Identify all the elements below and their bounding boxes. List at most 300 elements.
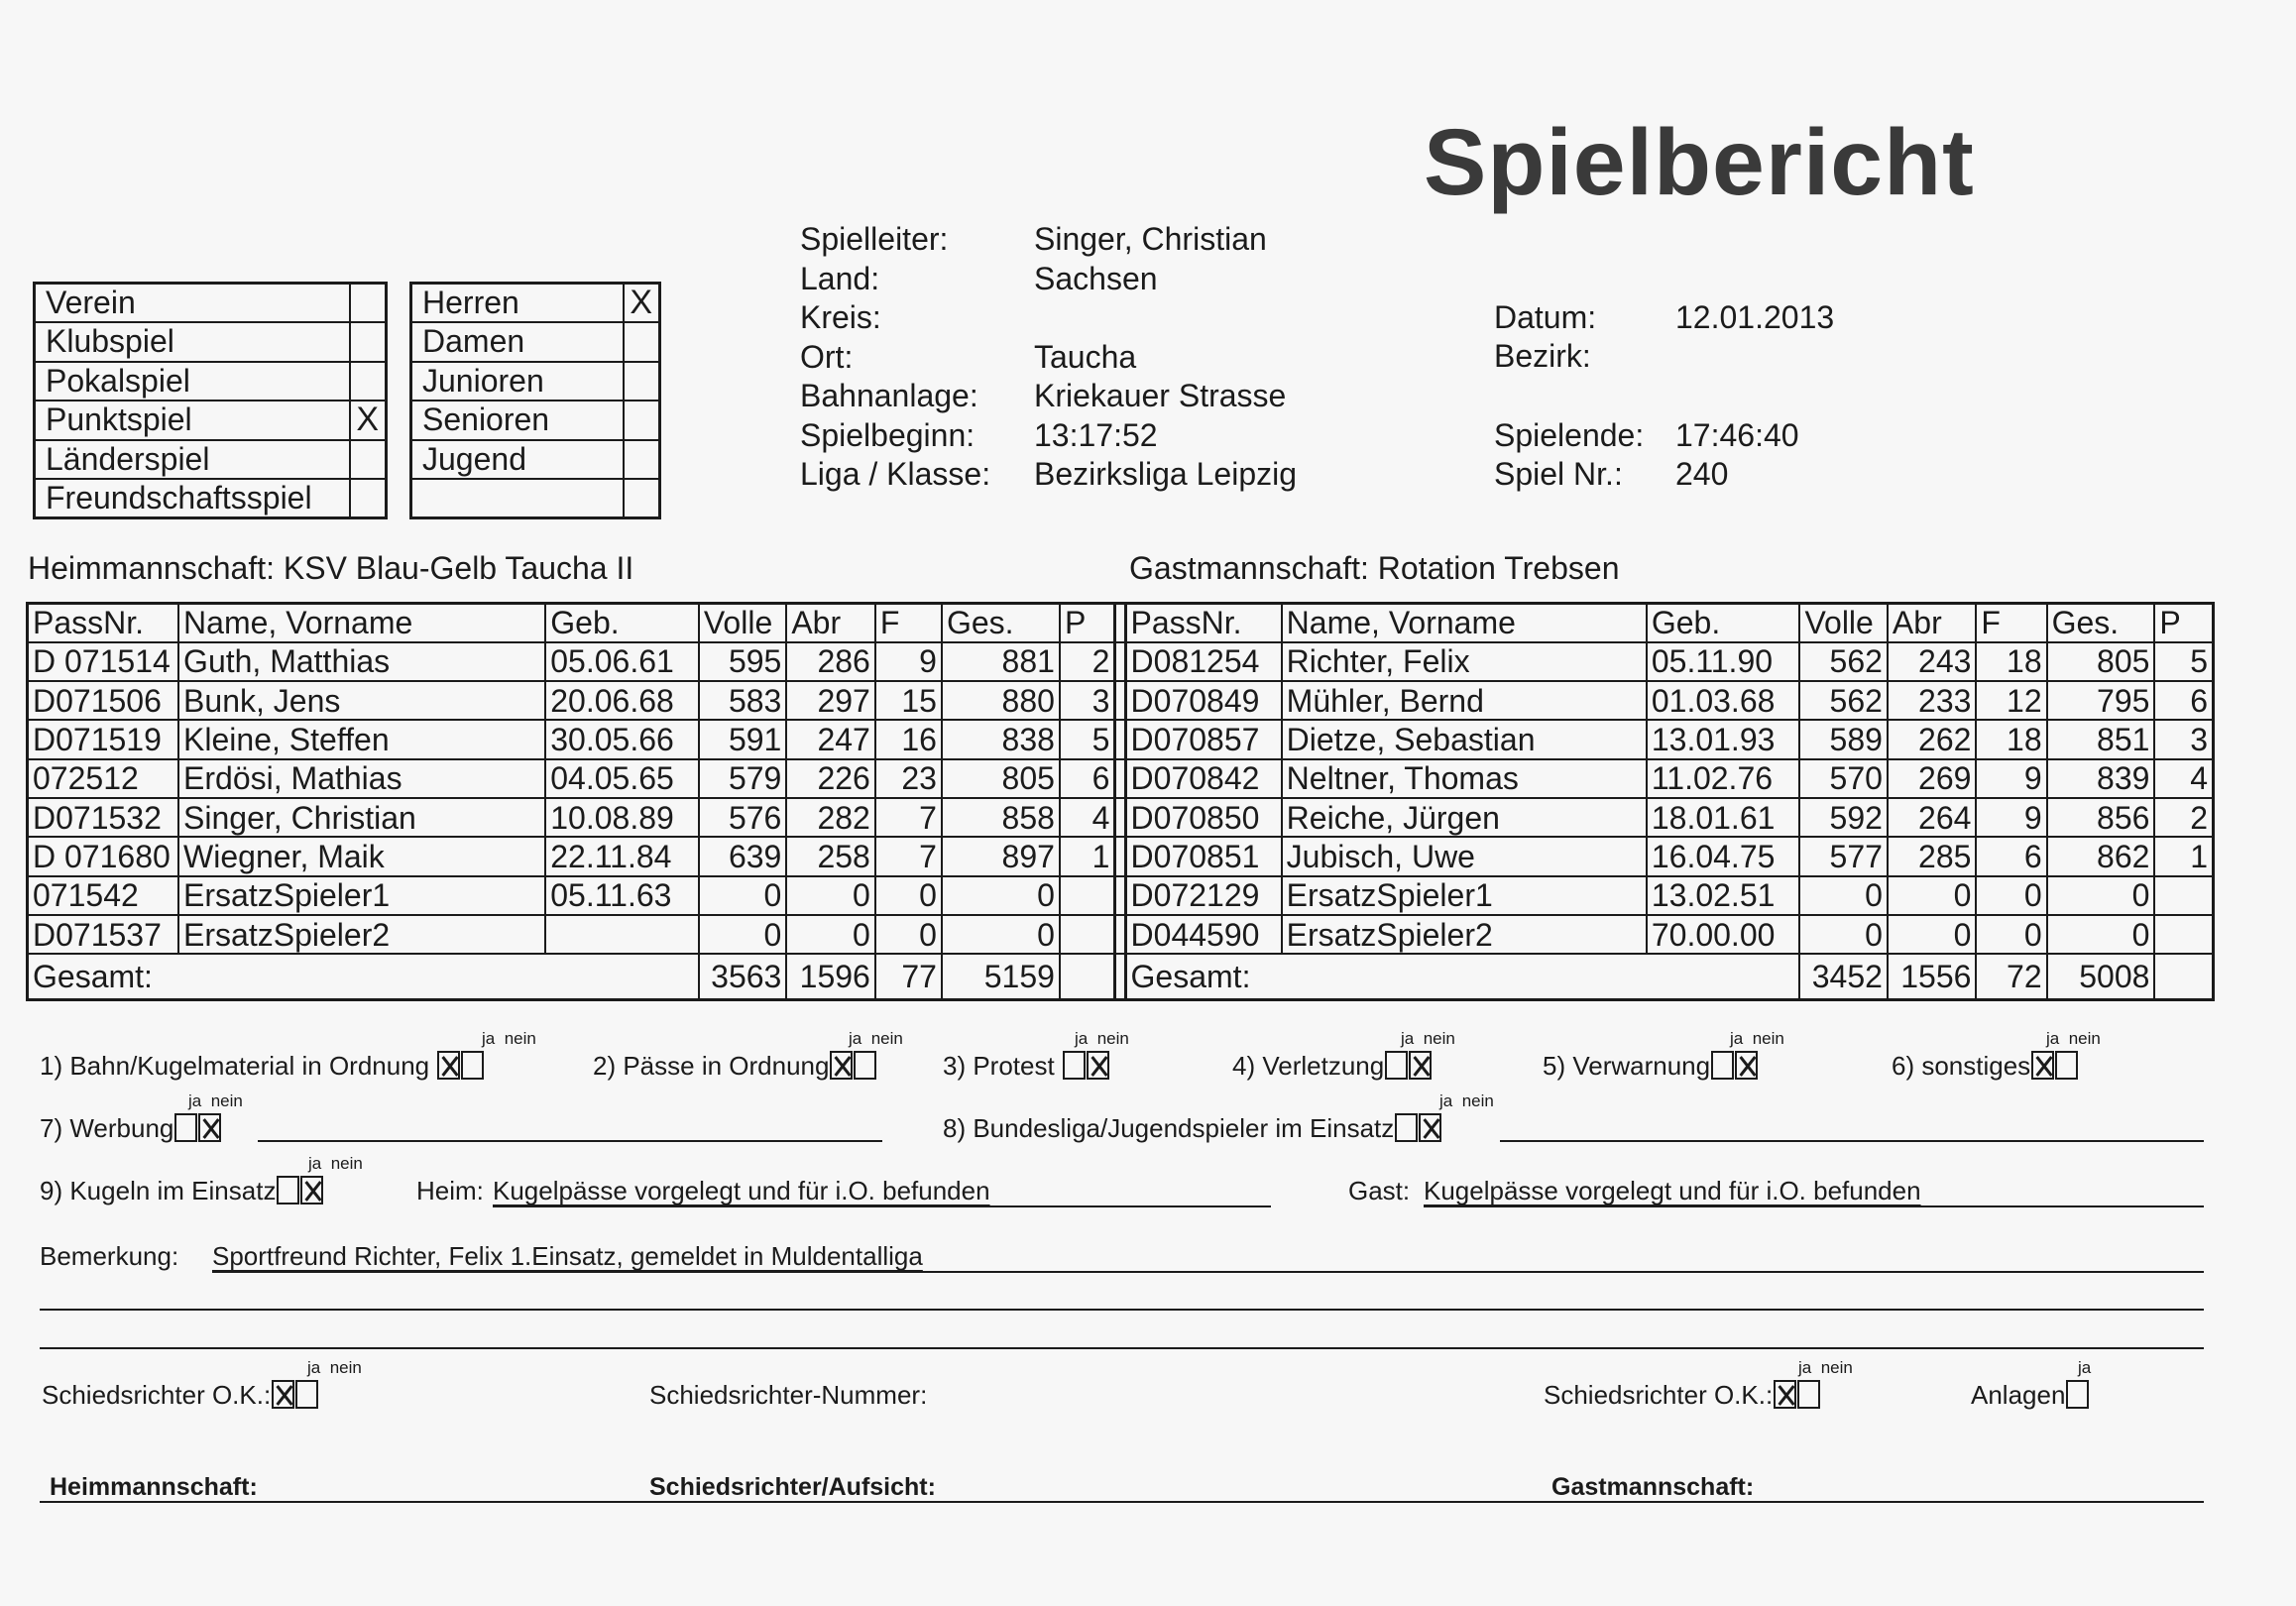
- home-cell-f[interactable]: 7: [875, 837, 942, 875]
- home-cell-p[interactable]: [1060, 915, 1115, 954]
- game-type-mark[interactable]: [350, 322, 387, 362]
- guest-cell-geb[interactable]: 01.03.68: [1647, 681, 1800, 720]
- bemerkung-line-2[interactable]: [40, 1309, 2204, 1311]
- ja-label: ja: [188, 1091, 202, 1110]
- home-cell-p[interactable]: 2: [1060, 642, 1115, 681]
- aufsicht-signature-label: Schiedsrichter/Aufsicht:: [649, 1473, 936, 1501]
- q2-nein-checkbox[interactable]: [854, 1051, 876, 1080]
- q5-ja-checkbox[interactable]: [1711, 1051, 1734, 1080]
- guest-cell-abr[interactable]: 285: [1888, 837, 1977, 875]
- bundesliga-line[interactable]: [1500, 1140, 2204, 1142]
- home-cell-passnr[interactable]: D071506: [28, 681, 179, 720]
- home-cell-geb[interactable]: 22.11.84: [545, 837, 699, 875]
- home-cell-volle[interactable]: 0: [699, 915, 786, 954]
- guest-cell-ges[interactable]: 851: [2047, 720, 2155, 758]
- schiedsrichter-ok-label: Schiedsrichter O.K.:: [1544, 1380, 1774, 1410]
- guest-cell-geb[interactable]: 11.02.76: [1647, 759, 1800, 798]
- home-cell-ges[interactable]: 881: [942, 642, 1060, 681]
- info-label: Bahnanlage:: [800, 378, 978, 413]
- home-cell-p[interactable]: 5: [1060, 720, 1115, 758]
- category-row: [411, 284, 660, 323]
- table-row: [28, 876, 2214, 915]
- anlagen-checkbox[interactable]: [2066, 1380, 2089, 1409]
- sr-guest-ja-checkbox[interactable]: [1774, 1380, 1796, 1409]
- q7-nein-checkbox[interactable]: [198, 1113, 221, 1142]
- category-mark[interactable]: [624, 440, 660, 480]
- home-cell-name-vorname[interactable]: Erdösi, Mathias: [178, 759, 545, 798]
- check-q4: [1232, 1051, 1432, 1082]
- gast-text[interactable]: Kugelpässe vorgelegt und für i.O. befunden: [1424, 1176, 1921, 1205]
- guest-cell-geb[interactable]: 18.01.61: [1647, 798, 1800, 837]
- guest-cell-volle[interactable]: 592: [1799, 798, 1887, 837]
- sr-home-nein-checkbox[interactable]: [295, 1380, 318, 1409]
- guest-team-name: Gastmannschaft: Rotation Trebsen: [1129, 550, 1620, 586]
- guest-cell-ges[interactable]: 862: [2047, 837, 2155, 875]
- spielnr-value[interactable]: 240: [1675, 456, 1729, 492]
- guest-cell-passnr[interactable]: D044590: [1125, 915, 1282, 954]
- results-table: [26, 602, 2215, 1001]
- guest-cell-volle[interactable]: 562: [1799, 642, 1887, 681]
- home-cell-volle[interactable]: 583: [699, 681, 786, 720]
- guest-cell-p[interactable]: 1: [2154, 837, 2213, 875]
- q8-nein-checkbox[interactable]: [1419, 1113, 1441, 1142]
- bemerkung-label: Bemerkung:: [40, 1241, 179, 1271]
- game-type-label: Punktspiel: [35, 401, 350, 440]
- totals-row: [28, 954, 2214, 999]
- guest-total-label: Gesamt:: [1125, 954, 1799, 999]
- home-cell-geb[interactable]: 05.11.63: [545, 876, 699, 915]
- table-row: [28, 837, 2214, 875]
- check-q5-label: 5) Verwarnung: [1543, 1051, 1711, 1081]
- col-header: PassNr.: [28, 604, 179, 642]
- home-cell-passnr[interactable]: 072512: [28, 759, 179, 798]
- q9-ja-checkbox[interactable]: [277, 1176, 299, 1204]
- home-cell-f[interactable]: 0: [875, 915, 942, 954]
- nein-label: nein: [1096, 1029, 1129, 1048]
- check-q1-label: 1) Bahn/Kugelmaterial in Ordnung: [40, 1051, 430, 1081]
- ja-label: ja: [1798, 1358, 1812, 1377]
- guest-cell-name-vorname[interactable]: Reiche, Jürgen: [1282, 798, 1647, 837]
- home-total-abr[interactable]: 1596: [786, 954, 875, 999]
- table-row: [28, 681, 2214, 720]
- guest-cell-abr[interactable]: 0: [1888, 915, 1977, 954]
- q5-nein-checkbox[interactable]: [1735, 1051, 1758, 1080]
- home-cell-volle[interactable]: 579: [699, 759, 786, 798]
- category-row: [411, 322, 660, 362]
- q6-ja-checkbox[interactable]: [2031, 1051, 2054, 1080]
- guest-total-f[interactable]: 72: [1976, 954, 2046, 999]
- heim-line: [493, 1205, 1271, 1207]
- nein-label: nein: [1820, 1358, 1853, 1377]
- category-row: [411, 440, 660, 480]
- q8-ja-checkbox[interactable]: [1395, 1113, 1418, 1142]
- category-mark[interactable]: [624, 362, 660, 402]
- home-cell-abr[interactable]: 258: [786, 837, 875, 875]
- spielnr-label: Spiel Nr.:: [1494, 456, 1623, 492]
- q5-ja-nein: [1730, 1029, 1784, 1049]
- home-cell-abr[interactable]: 226: [786, 759, 875, 798]
- home-cell-geb[interactable]: 05.06.61: [545, 642, 699, 681]
- q4-nein-checkbox[interactable]: [1409, 1051, 1432, 1080]
- home-cell-volle[interactable]: 591: [699, 720, 786, 758]
- guest-cell-passnr[interactable]: D070850: [1125, 798, 1282, 837]
- guest-cell-abr[interactable]: 233: [1888, 681, 1977, 720]
- check-q9: [40, 1176, 323, 1206]
- home-cell-geb[interactable]: 30.05.66: [545, 720, 699, 758]
- nein-label: nein: [870, 1029, 903, 1048]
- ja-label: ja: [1439, 1091, 1453, 1110]
- spielende-label: Spielende:: [1494, 417, 1645, 453]
- table-divider: [1115, 604, 1125, 642]
- q1-nein-checkbox[interactable]: [461, 1051, 484, 1080]
- q6-nein-checkbox[interactable]: [2055, 1051, 2078, 1080]
- info-value[interactable]: 13:17:52: [1034, 416, 1158, 453]
- table-row: [28, 642, 2214, 681]
- col-header: Name, Vorname: [1282, 604, 1647, 642]
- home-cell-abr[interactable]: 0: [786, 876, 875, 915]
- game-type-mark[interactable]: [350, 362, 387, 402]
- home-cell-name-vorname[interactable]: Wiegner, Maik: [178, 837, 545, 875]
- game-type-row: [35, 479, 387, 518]
- guest-cell-p[interactable]: 4: [2154, 759, 2213, 798]
- check-q3: [943, 1051, 1109, 1082]
- q8-ja-nein: [1439, 1091, 1494, 1111]
- guest-cell-ges[interactable]: 805: [2047, 642, 2155, 681]
- guest-cell-geb[interactable]: 70.00.00: [1647, 915, 1800, 954]
- home-team-name: Heimmannschaft: KSV Blau-Gelb Taucha II: [28, 550, 634, 586]
- home-cell-abr[interactable]: 286: [786, 642, 875, 681]
- game-type-label: Verein: [35, 284, 350, 323]
- ja-label: ja: [1730, 1029, 1744, 1048]
- category-mark[interactable]: [624, 401, 660, 440]
- q7-ja-checkbox[interactable]: [174, 1113, 197, 1142]
- home-cell-ges[interactable]: 805: [942, 759, 1060, 798]
- signature-line[interactable]: [40, 1501, 2204, 1503]
- home-cell-name-vorname[interactable]: Bunk, Jens: [178, 681, 545, 720]
- home-cell-geb[interactable]: 04.05.65: [545, 759, 699, 798]
- home-cell-abr[interactable]: 247: [786, 720, 875, 758]
- nein-label: nein: [330, 1154, 363, 1173]
- home-cell-volle[interactable]: 0: [699, 876, 786, 915]
- home-cell-p[interactable]: 4: [1060, 798, 1115, 837]
- guest-cell-abr[interactable]: 269: [1888, 759, 1977, 798]
- game-type-box: [33, 282, 388, 519]
- home-cell-geb[interactable]: 20.06.68: [545, 681, 699, 720]
- guest-cell-ges[interactable]: 795: [2047, 681, 2155, 720]
- home-cell-passnr[interactable]: D 071680: [28, 837, 179, 875]
- col-header: Ges.: [942, 604, 1060, 642]
- category-mark[interactable]: X: [624, 284, 660, 323]
- datum-label: Datum:: [1494, 299, 1597, 335]
- info-value[interactable]: Bezirksliga Leipzig: [1034, 456, 1298, 492]
- home-cell-name-vorname[interactable]: ErsatzSpieler2: [178, 915, 545, 954]
- table-divider: [1115, 837, 1125, 875]
- bemerkung-line-1: [212, 1271, 2204, 1273]
- info-value[interactable]: Kriekauer Strasse: [1034, 378, 1287, 413]
- guest-cell-p[interactable]: [2154, 915, 2213, 954]
- game-type-mark[interactable]: [350, 284, 387, 323]
- guest-cell-name-vorname[interactable]: Neltner, Thomas: [1282, 759, 1647, 798]
- home-cell-ges[interactable]: 0: [942, 876, 1060, 915]
- spielende-value[interactable]: 17:46:40: [1675, 417, 1799, 453]
- home-cell-passnr[interactable]: D071537: [28, 915, 179, 954]
- ja-label: ja: [1401, 1029, 1415, 1048]
- home-cell-p[interactable]: 3: [1060, 681, 1115, 720]
- guest-cell-f[interactable]: 9: [1976, 759, 2046, 798]
- anlagen: [1971, 1380, 2089, 1411]
- guest-cell-f[interactable]: 0: [1976, 876, 2046, 915]
- guest-cell-f[interactable]: 9: [1976, 798, 2046, 837]
- game-type-row: [35, 401, 387, 440]
- guest-total-p: [2154, 954, 2213, 999]
- home-cell-volle[interactable]: 576: [699, 798, 786, 837]
- guest-cell-volle[interactable]: 577: [1799, 837, 1887, 875]
- guest-cell-name-vorname[interactable]: Richter, Felix: [1282, 642, 1647, 681]
- home-cell-passnr[interactable]: D071519: [28, 720, 179, 758]
- table-divider: [1115, 915, 1125, 954]
- anlagen-ja: ja: [2078, 1358, 2092, 1377]
- guest-cell-f[interactable]: 6: [1976, 837, 2046, 875]
- guest-total-volle[interactable]: 3452: [1799, 954, 1887, 999]
- guest-cell-name-vorname[interactable]: Jubisch, Uwe: [1282, 837, 1647, 875]
- guest-cell-f[interactable]: 18: [1976, 720, 2046, 758]
- nein-label: nein: [1461, 1091, 1494, 1110]
- guest-cell-p[interactable]: [2154, 876, 2213, 915]
- home-cell-f[interactable]: 7: [875, 798, 942, 837]
- q3-nein-checkbox[interactable]: [1087, 1051, 1109, 1080]
- guest-cell-abr[interactable]: 243: [1888, 642, 1977, 681]
- info-value[interactable]: Singer, Christian: [1034, 221, 1267, 257]
- info-label: Spielbeginn:: [800, 416, 976, 453]
- guest-cell-volle[interactable]: 589: [1799, 720, 1887, 758]
- info-value[interactable]: [1034, 298, 1297, 338]
- home-cell-name-vorname[interactable]: Kleine, Steffen: [178, 720, 545, 758]
- sr-guest-nein-checkbox[interactable]: [1797, 1380, 1820, 1409]
- q9-nein-checkbox[interactable]: [300, 1176, 323, 1204]
- home-cell-volle[interactable]: 639: [699, 837, 786, 875]
- guest-cell-name-vorname[interactable]: Mühler, Bernd: [1282, 681, 1647, 720]
- q9-ja-nein: [308, 1154, 363, 1174]
- game-type-mark[interactable]: [350, 440, 387, 480]
- check-q3-label: 3) Protest: [943, 1051, 1055, 1081]
- category-mark[interactable]: [624, 322, 660, 362]
- home-cell-f[interactable]: 15: [875, 681, 942, 720]
- guest-total-abr[interactable]: 1556: [1888, 954, 1977, 999]
- guest-cell-passnr[interactable]: D070851: [1125, 837, 1282, 875]
- q7-ja-nein: [188, 1091, 243, 1111]
- guest-cell-ges[interactable]: 839: [2047, 759, 2155, 798]
- check-q2: [593, 1051, 876, 1082]
- game-type-row: [35, 362, 387, 402]
- home-cell-f[interactable]: 0: [875, 876, 942, 915]
- home-cell-name-vorname[interactable]: Guth, Matthias: [178, 642, 545, 681]
- home-cell-name-vorname[interactable]: Singer, Christian: [178, 798, 545, 837]
- home-cell-f[interactable]: 16: [875, 720, 942, 758]
- guest-cell-abr[interactable]: 264: [1888, 798, 1977, 837]
- home-cell-abr[interactable]: 297: [786, 681, 875, 720]
- col-header: P: [1060, 604, 1115, 642]
- guest-cell-abr[interactable]: 262: [1888, 720, 1977, 758]
- table-divider: [1115, 876, 1125, 915]
- gast-label: Gast:: [1348, 1176, 1411, 1205]
- guest-cell-ges[interactable]: 856: [2047, 798, 2155, 837]
- guest-cell-passnr[interactable]: D070857: [1125, 720, 1282, 758]
- guest-cell-p[interactable]: 2: [2154, 798, 2213, 837]
- guest-cell-p[interactable]: 3: [2154, 720, 2213, 758]
- home-cell-passnr[interactable]: D071532: [28, 798, 179, 837]
- home-cell-f[interactable]: 23: [875, 759, 942, 798]
- game-type-mark[interactable]: X: [350, 401, 387, 440]
- game-type-row: [35, 440, 387, 480]
- info-label: Ort:: [800, 338, 854, 375]
- game-type-mark[interactable]: [350, 479, 387, 518]
- guest-cell-volle[interactable]: 562: [1799, 681, 1887, 720]
- guest-cell-abr[interactable]: 0: [1888, 876, 1977, 915]
- ja-label: ja: [308, 1154, 322, 1173]
- info-label: Land:: [800, 260, 880, 296]
- guest-cell-f[interactable]: 0: [1976, 915, 2046, 954]
- nein-label: nein: [1752, 1029, 1784, 1048]
- sr-home-ja-nein: [307, 1358, 362, 1378]
- home-cell-ges[interactable]: 897: [942, 837, 1060, 875]
- col-header: F: [1976, 604, 2046, 642]
- heim-label: Heim:: [416, 1176, 484, 1205]
- home-cell-passnr[interactable]: D 071514: [28, 642, 179, 681]
- guest-cell-passnr[interactable]: D081254: [1125, 642, 1282, 681]
- guest-cell-passnr[interactable]: D070842: [1125, 759, 1282, 798]
- q1-ja-checkbox[interactable]: [437, 1051, 460, 1080]
- table-divider: [1115, 954, 1125, 999]
- werbung-line[interactable]: [258, 1140, 882, 1142]
- guest-cell-passnr[interactable]: D070849: [1125, 681, 1282, 720]
- guest-cell-geb[interactable]: 13.01.93: [1647, 720, 1800, 758]
- guest-cell-volle[interactable]: 0: [1799, 915, 1887, 954]
- q3-ja-nein: [1075, 1029, 1129, 1049]
- home-cell-abr[interactable]: 282: [786, 798, 875, 837]
- game-type-label: Freundschaftsspiel: [35, 479, 350, 518]
- table-header-row: [28, 604, 2214, 642]
- q2-ja-checkbox[interactable]: [830, 1051, 853, 1080]
- guest-cell-f[interactable]: 12: [1976, 681, 2046, 720]
- guest-cell-ges[interactable]: 0: [2047, 915, 2155, 954]
- q4-ja-checkbox[interactable]: [1385, 1051, 1408, 1080]
- col-header: Name, Vorname: [178, 604, 545, 642]
- sr-home-ja-checkbox[interactable]: [272, 1380, 294, 1409]
- info-value[interactable]: Sachsen: [1034, 260, 1158, 296]
- guest-cell-name-vorname[interactable]: ErsatzSpieler1: [1282, 876, 1647, 915]
- guest-cell-ges[interactable]: 0: [2047, 876, 2155, 915]
- sr-guest-ja-nein: [1798, 1358, 1853, 1378]
- home-cell-p[interactable]: 6: [1060, 759, 1115, 798]
- guest-cell-name-vorname[interactable]: ErsatzSpieler2: [1282, 915, 1647, 954]
- home-total-volle[interactable]: 3563: [699, 954, 786, 999]
- home-cell-ges[interactable]: 858: [942, 798, 1060, 837]
- check-q4-label: 4) Verletzung: [1232, 1051, 1385, 1081]
- col-header: Abr: [786, 604, 875, 642]
- bemerkung-line-3[interactable]: [40, 1347, 2204, 1349]
- check-q1: [40, 1051, 484, 1082]
- schiedsrichter-ok-label: Schiedsrichter O.K.:: [42, 1380, 272, 1410]
- category-row: [411, 362, 660, 402]
- datum-value[interactable]: 12.01.2013: [1675, 299, 1835, 335]
- home-cell-volle[interactable]: 595: [699, 642, 786, 681]
- check-q7: [40, 1113, 221, 1144]
- category-mark[interactable]: [624, 479, 660, 518]
- ja-label: ja: [2046, 1029, 2060, 1048]
- ja-label: ja: [307, 1358, 321, 1377]
- game-info-values: [1034, 220, 1297, 495]
- col-header: PassNr.: [1125, 604, 1282, 642]
- home-total-f[interactable]: 77: [875, 954, 942, 999]
- heimmannschaft-signature-label: Heimmannschaft:: [50, 1473, 258, 1501]
- guest-total-ges[interactable]: 5008: [2047, 954, 2155, 999]
- heim-text[interactable]: Kugelpässe vorgelegt und für i.O. befunden: [493, 1176, 990, 1205]
- home-cell-abr[interactable]: 0: [786, 915, 875, 954]
- home-cell-p[interactable]: 1: [1060, 837, 1115, 875]
- q3-ja-checkbox[interactable]: [1063, 1051, 1086, 1080]
- game-type-label: Pokalspiel: [35, 362, 350, 402]
- gastmannschaft-signature-label: Gastmannschaft:: [1551, 1473, 1755, 1501]
- home-cell-ges[interactable]: 838: [942, 720, 1060, 758]
- page-title: Spielbericht: [1424, 110, 1975, 215]
- home-cell-f[interactable]: 9: [875, 642, 942, 681]
- guest-cell-f[interactable]: 18: [1976, 642, 2046, 681]
- ja-label: ja: [1075, 1029, 1089, 1048]
- home-total-p: [1060, 954, 1115, 999]
- schiedsrichter-ok-guest: [1544, 1380, 1820, 1411]
- home-cell-name-vorname[interactable]: ErsatzSpieler1: [178, 876, 545, 915]
- guest-cell-p[interactable]: 6: [2154, 681, 2213, 720]
- guest-cell-p[interactable]: 5: [2154, 642, 2213, 681]
- category-box: [409, 282, 661, 519]
- table-divider: [1115, 720, 1125, 758]
- home-cell-geb[interactable]: 10.08.89: [545, 798, 699, 837]
- q6-ja-nein: [2046, 1029, 2101, 1049]
- info-value[interactable]: Taucha: [1034, 338, 1137, 375]
- nein-label: nein: [2068, 1029, 2101, 1048]
- schiedsrichter-nummer-label: Schiedsrichter-Nummer:: [649, 1380, 928, 1410]
- home-total-ges[interactable]: 5159: [942, 954, 1060, 999]
- col-header: F: [875, 604, 942, 642]
- guest-cell-volle[interactable]: 0: [1799, 876, 1887, 915]
- home-cell-ges[interactable]: 880: [942, 681, 1060, 720]
- guest-cell-name-vorname[interactable]: Dietze, Sebastian: [1282, 720, 1647, 758]
- guest-cell-passnr[interactable]: D072129: [1125, 876, 1282, 915]
- category-label: Jugend: [411, 440, 624, 480]
- game-type-row: [35, 322, 387, 362]
- col-header: Volle: [699, 604, 786, 642]
- home-cell-geb[interactable]: [545, 915, 699, 954]
- info-label: Kreis:: [800, 299, 881, 335]
- q4-ja-nein: [1401, 1029, 1455, 1049]
- home-cell-passnr[interactable]: 071542: [28, 876, 179, 915]
- guest-cell-geb[interactable]: 13.02.51: [1647, 876, 1800, 915]
- gast-line: [1424, 1205, 2204, 1207]
- home-cell-ges[interactable]: 0: [942, 915, 1060, 954]
- guest-cell-geb[interactable]: 05.11.90: [1647, 642, 1800, 681]
- home-cell-p[interactable]: [1060, 876, 1115, 915]
- bemerkung-text[interactable]: Sportfreund Richter, Felix 1.Einsatz, gemeldet in Muldentalliga: [212, 1241, 923, 1271]
- game-info-labels: [800, 220, 990, 495]
- guest-cell-volle[interactable]: 570: [1799, 759, 1887, 798]
- table-row: [28, 759, 2214, 798]
- guest-cell-geb[interactable]: 16.04.75: [1647, 837, 1800, 875]
- info-label: Liga / Klasse:: [800, 456, 991, 492]
- check-q6: [1892, 1051, 2078, 1082]
- category-label: Senioren: [411, 401, 624, 440]
- table-divider: [1115, 759, 1125, 798]
- check-q7-label: 7) Werbung: [40, 1113, 174, 1143]
